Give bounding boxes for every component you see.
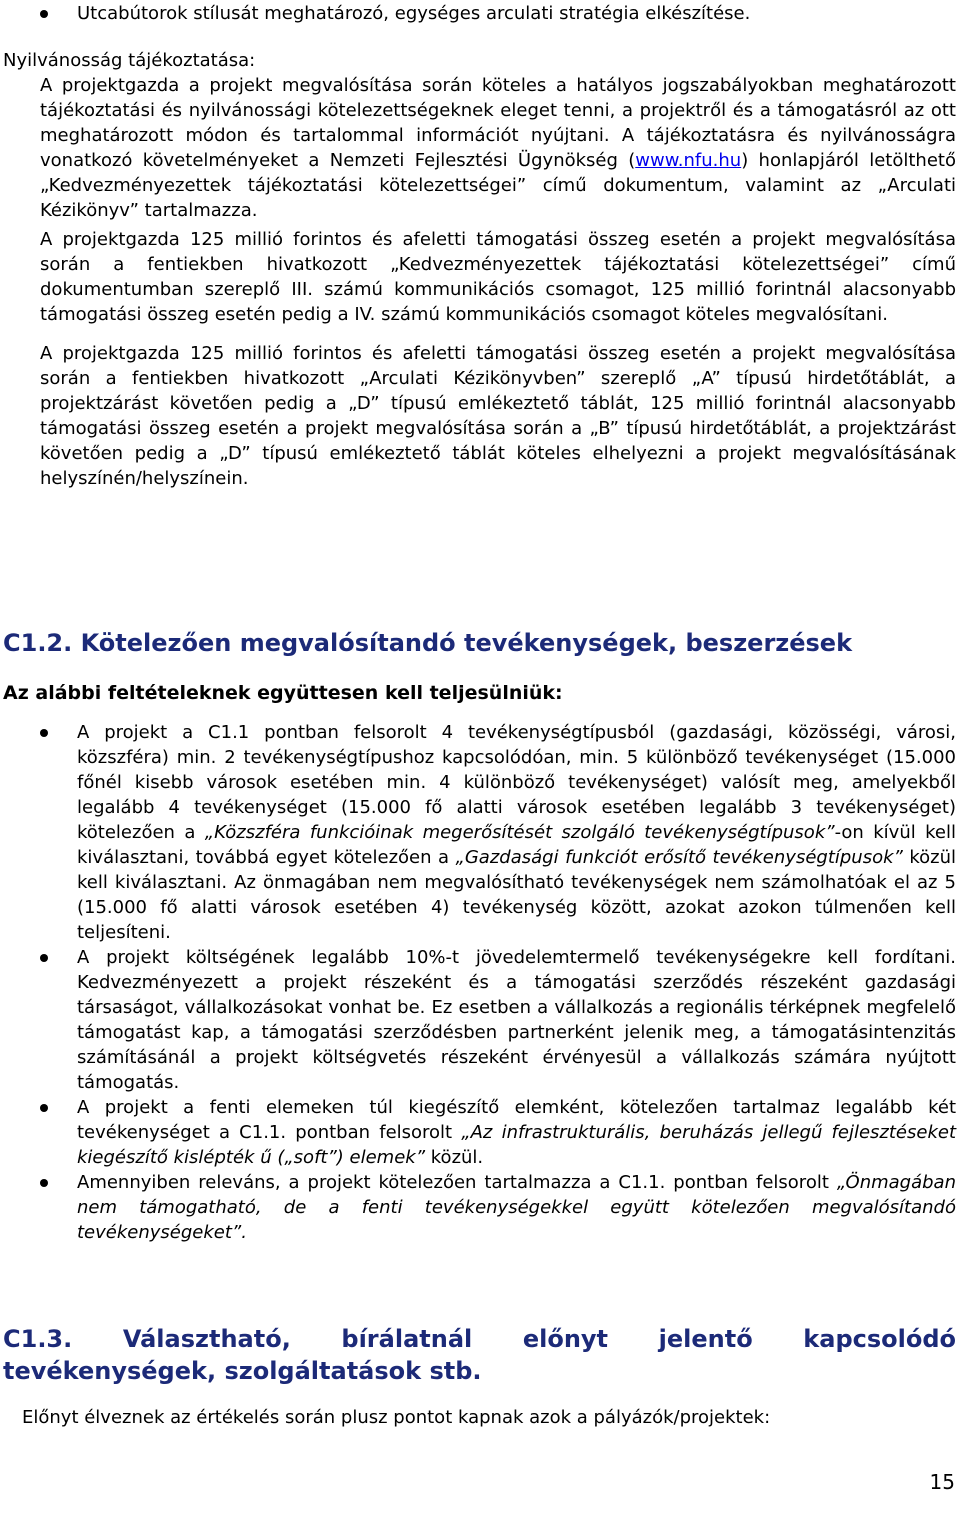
paragraph-text: A projektgazda a projekt megvalósítása során köteles a hatályos jogszabályokban meghatározott tájékoztatási és nyilvánossági kötelezettségeknek eleget tenni, a projektről és a támogatásról az ott meghatározott módon és tartalommal információt nyújtani. A tájékoztatásra és nyilvánosságra vonatkozó követelményeket a Nemzeti Fejlesztési Ügynökség ( — [40, 75, 956, 171]
publicity-paragraph-1 — [0, 73, 960, 223]
list-item-text: -on kívül kell kiválasztani, továbbá egyet kötelezően a — [77, 822, 956, 868]
bullet-icon — [40, 10, 48, 18]
bullet-icon — [40, 954, 48, 962]
section-title: C1.3. Választható, bírálatnál előnyt jelentő kapcsolódó tevékenységek, szolgáltatások stb. — [3, 1325, 956, 1385]
section-paragraph: Előnyt élveznek az értékelés során plusz pontot kapnak azok a pályázók/projektek: — [22, 1407, 771, 1428]
list-item-text: A projekt a fenti elemeken túl kiegészítő elemként, kötelezően tartalmaz legalább két tevékenységet a C1.1. pontban felsorolt — [77, 1097, 956, 1143]
list-item-emphasis: „Közszféra funkcióinak megerősítését szolgáló tevékenységtípusok” — [204, 822, 835, 843]
bullet-icon — [40, 1104, 48, 1112]
list-item — [0, 945, 960, 1095]
publicity-paragraph-2: A projektgazda 125 millió forintos és afeletti támogatási összeg esetén a projekt megvalósítása során a fentiekben hivatkozott „Kedvezményezettek tájékoztatási kötelezettségei” című dokumentumban szereplő III. számú kommunikációs csomagot, 125 millió forintnál alacsonyabb támogatási összeg esetén pedig a IV. számú kommunikációs csomagot köteles megvalósítani. — [40, 229, 956, 325]
list-item-text: A projekt költségének legalább 10%-t jövedelemtermelő tevékenységekre kell fordítani. Kedvezményezett a projekt részeként és a támogatási szerződés részeként gazdasági társaságot, vállalkozásokat vonhat be. Ez esetben a vállalkozás a regionális térképnek megfelelő támogatást kap, a támogatási szerződésben partnerként jelenik meg, a támogatásintenzitás számításánál a projekt költségvetés részeként érvényesül a vállalkozás számára nyújtott támogatás. — [77, 947, 956, 1093]
publicity-heading: Nyilvánosság tájékoztatása: — [3, 50, 256, 71]
list-item — [0, 1095, 960, 1170]
nfu-link[interactable]: www.nfu.hu — [635, 150, 742, 171]
list-item-emphasis: „Gazdasági funkciót erősítő tevékenységtípusok” — [455, 847, 903, 868]
section-c12 — [0, 627, 960, 1245]
publicity-section — [0, 48, 960, 491]
bullet-icon — [40, 729, 48, 737]
top-bullet-list — [0, 1, 960, 26]
list-item — [0, 720, 960, 945]
section-title: C1.2. Kötelezően megvalósítandó tevékenységek, beszerzések — [3, 629, 853, 657]
list-item — [0, 1, 960, 26]
page-number: 15 — [929, 1470, 955, 1494]
requirements-list — [0, 720, 960, 1245]
list-item-emphasis: „Az infrastrukturális, beruházás jellegű fejlesztéseket kiegészítő kislépték ű („soft”) elemek” — [77, 1122, 956, 1168]
publicity-paragraph-3: A projektgazda 125 millió forintos és afeletti támogatási összeg esetén a projekt megvalósítása során a fentiekben hivatkozott „Arculati Kézikönyvben” szereplő „A” típusú hirdetőtáblát, a projektzárást követően pedig a „D” típusú emlékeztető táblát, 125 millió forintnál alacsonyabb támogatási összeg esetén a projekt megvalósítása során a „B” típusú hirdetőtáblát, a projektzárást követően pedig a „D” típusú emlékeztető táblát köteles elhelyezni a projekt megvalósításának helyszínén/helyszínein. — [40, 343, 956, 489]
list-item-emphasis: „Önmagában nem támogatható, de a fenti tevékenységekkel együtt kötelezően megvalósítandó tevékenységeket”. — [77, 1172, 956, 1243]
list-item — [0, 1170, 960, 1245]
list-item-text: Amennyiben releváns, a projekt kötelezően tartalmazza a C1.1. pontban felsorolt — [77, 1172, 837, 1193]
list-item-text: közül kell kiválasztani. Az önmagában nem megvalósítható tevékenységek nem számolhatóak el az 5 (15.000 fő alatti városok esetében 4) tevékenység között, azokat azokon túlmenően kell teljesíteni. — [77, 847, 957, 943]
list-item-text: közül. — [425, 1147, 484, 1168]
paragraph-text: ) honlapjáról letölthető „Kedvezményezettek tájékoztatási kötelezettségei” című dokumentum, valamint az „Arculati Kézikönyv” tartalmazza. — [40, 150, 956, 221]
list-item-text: A projekt a C1.1 pontban felsorolt 4 tevékenységtípusból (gazdasági, közösségi, városi, közszféra) min. 2 tevékenységtípushoz kapcsolódóan, min. 5 különböző tevékenységet (15.000 főnél kisebb városok esetében min. 4 különböző tevékenységet) valósít meg, amelyekből legalább 4 tevékenységet (15.000 fő alatti városok esetében legalább 3 tevékenységet) kötelezően a — [77, 722, 956, 843]
list-item-text: Utcabútorok stílusát meghatározó, egységes arculati stratégia elkészítése. — [77, 3, 751, 24]
section-subtitle: Az alábbi feltételeknek együttesen kell teljesülniük: — [3, 682, 563, 704]
section-c13 — [0, 1323, 960, 1430]
bullet-icon — [40, 1179, 48, 1187]
